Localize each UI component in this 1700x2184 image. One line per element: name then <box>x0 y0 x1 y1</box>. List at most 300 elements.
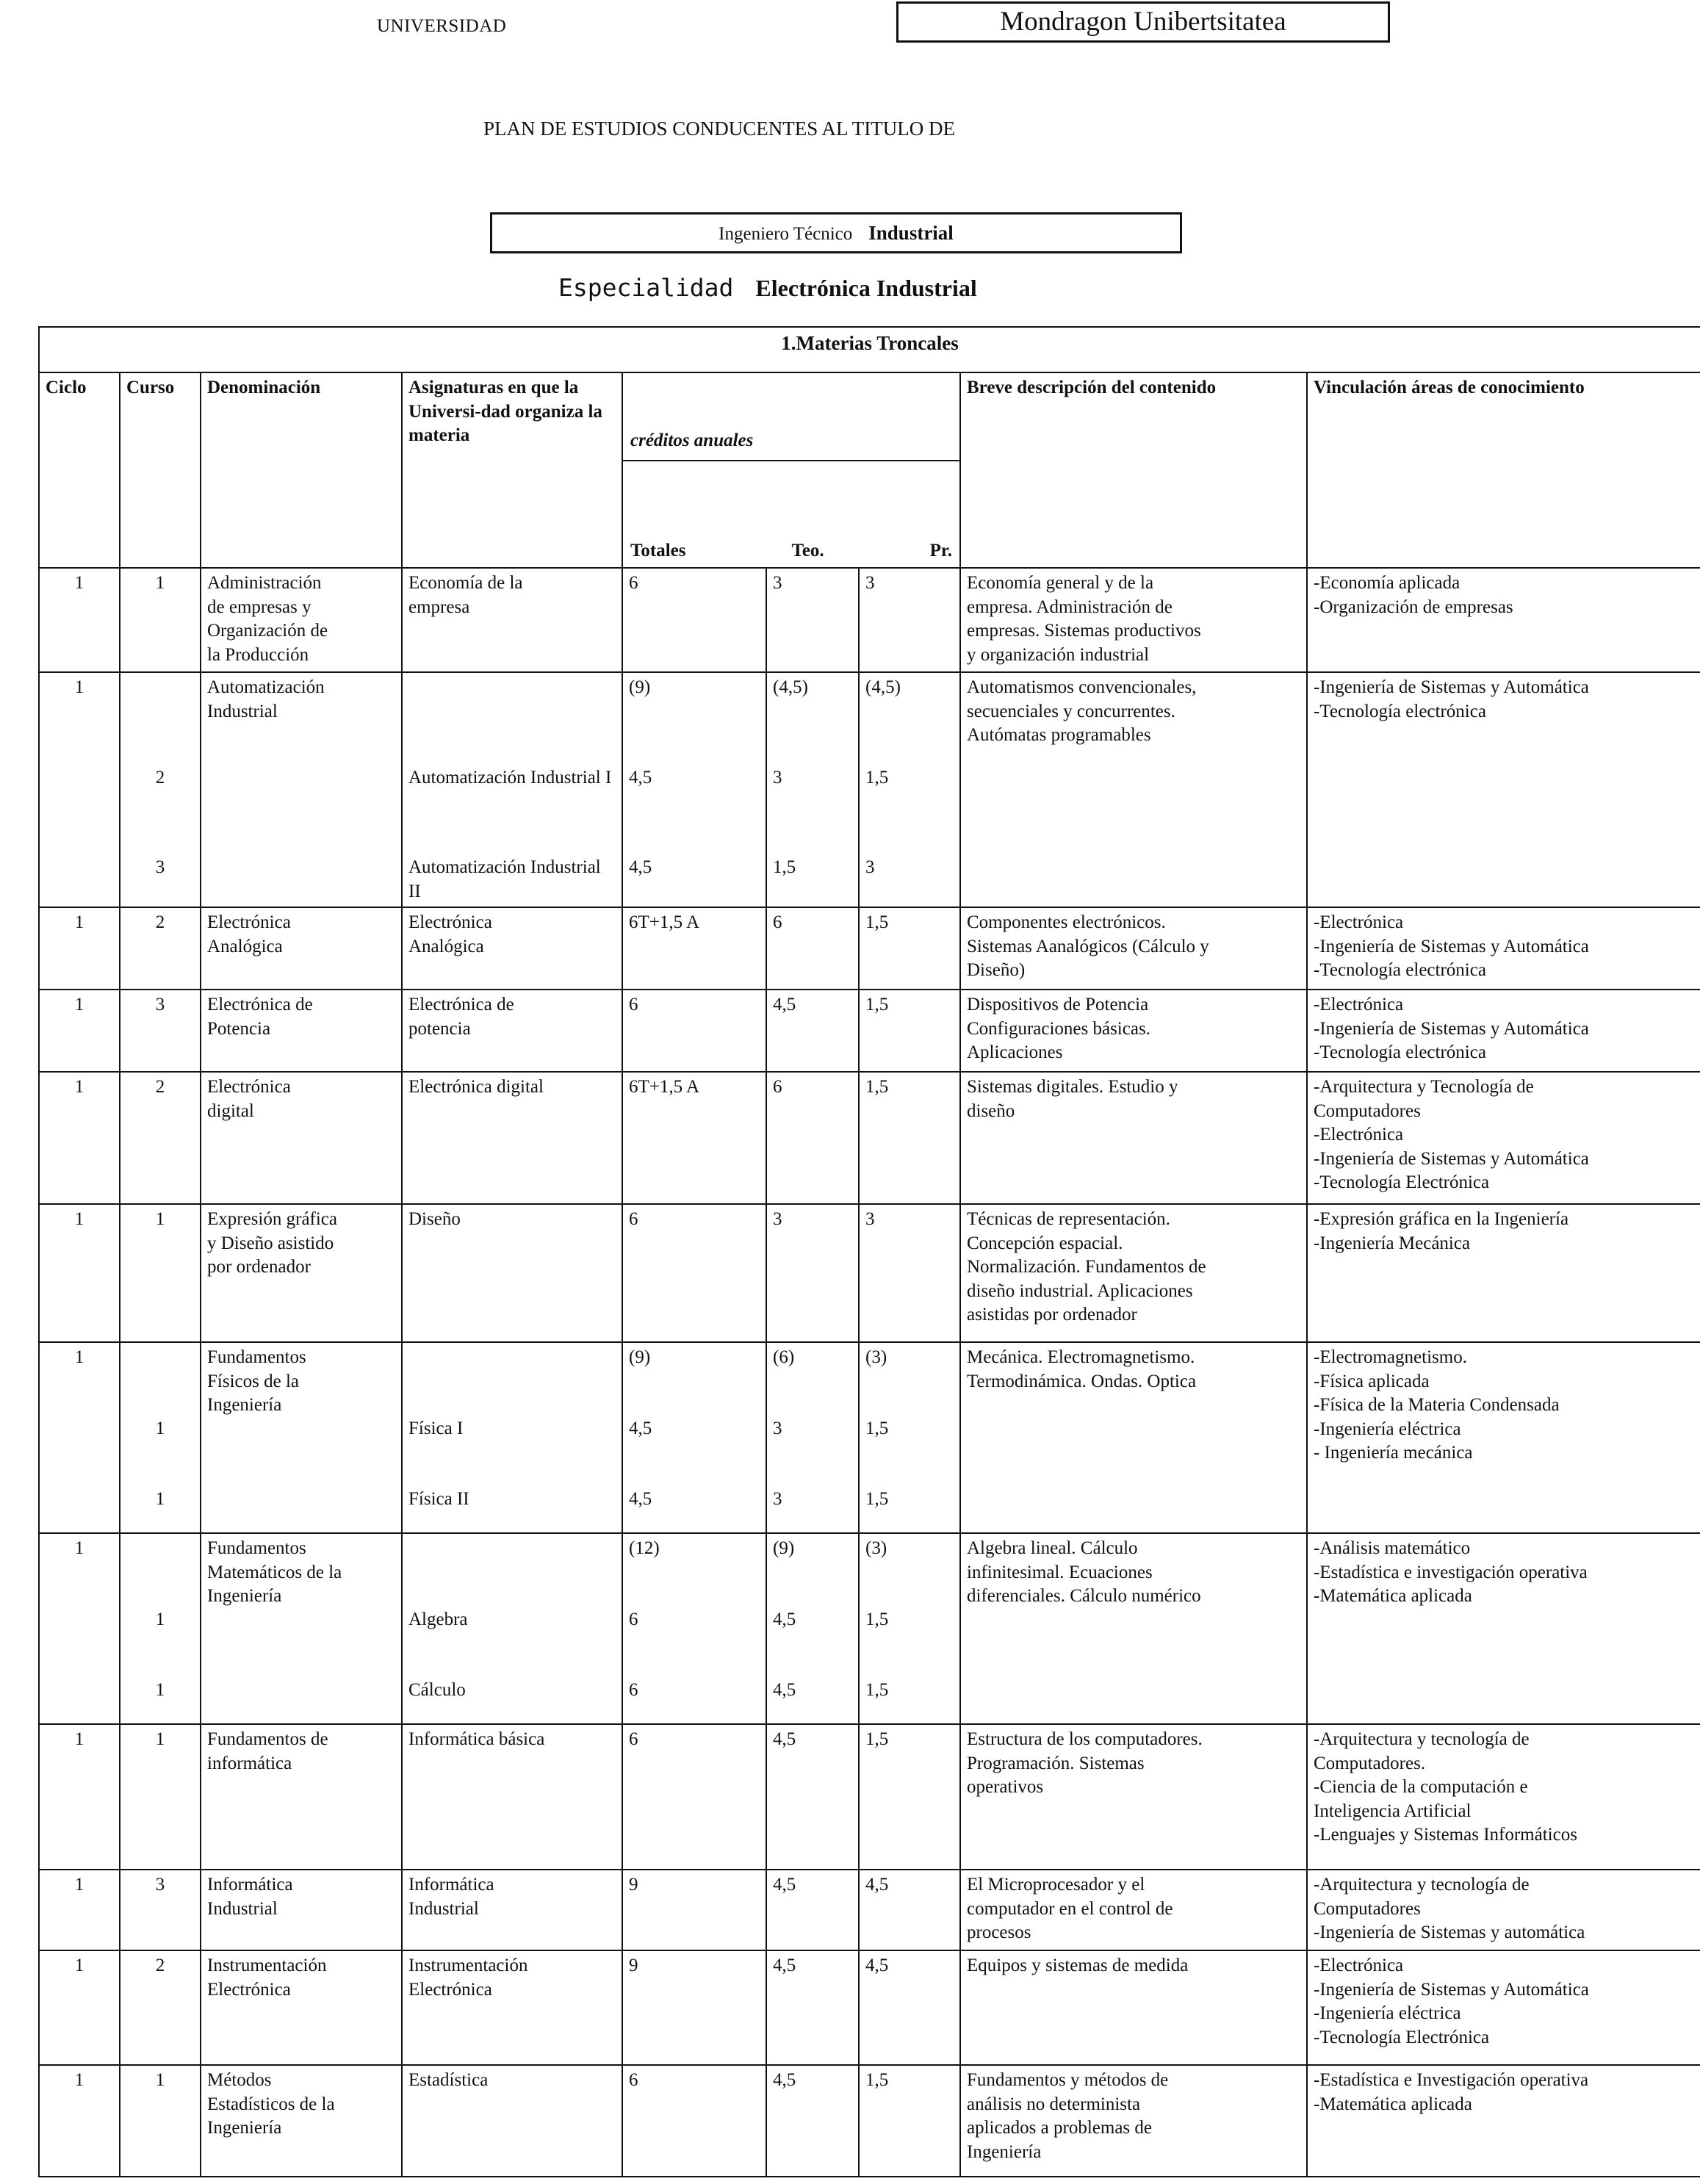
pr-line: 1,5 <box>865 912 889 932</box>
pr-cell <box>859 1870 960 1950</box>
descripcion-line: infinitesimal. Ecuaciones <box>967 1562 1153 1582</box>
vinculacion-line: -Electrónica <box>1314 995 1404 1014</box>
teo-line: (9) <box>773 1538 795 1558</box>
plan-title: PLAN DE ESTUDIOS CONDUCENTES AL TITULO DE <box>483 118 955 140</box>
descripcion-line: Estructura de los computadores. <box>967 1729 1203 1749</box>
ciclo-cell <box>39 1204 120 1342</box>
ciclo-cell <box>39 672 120 907</box>
pr-line: 1,5 <box>865 2070 889 2090</box>
totales-line: (12) <box>629 1538 660 1558</box>
vinculacion-cell <box>1307 1724 1700 1870</box>
vinculacion-line: -Ingeniería de Sistemas y Automática <box>1314 1018 1589 1039</box>
teo-cell <box>766 907 859 990</box>
ciclo-cell <box>39 2065 120 2177</box>
descripcion-line: computador en el control de <box>967 1898 1173 1919</box>
asignaturas-cell <box>402 1724 622 1870</box>
asignaturas-line: empresa <box>408 597 470 617</box>
asignaturas-line: Física I <box>408 1418 464 1438</box>
vinculacion-line: -Arquitectura y tecnología de <box>1314 1729 1530 1749</box>
pr-cell <box>859 1533 960 1724</box>
totales-cell <box>622 1342 766 1533</box>
curso-line <box>126 1537 194 1561</box>
asignaturas-cell <box>402 2065 622 2177</box>
asignaturas-line: Electrónica digital <box>408 1077 544 1097</box>
pr-cell <box>859 1204 960 1342</box>
descripcion-line: Economía general y de la <box>967 573 1154 593</box>
vinculacion-line: -Electrónica <box>1314 1956 1404 1975</box>
totales-cell <box>622 1533 766 1724</box>
totales-line: 4,5 <box>629 767 652 788</box>
descripcion-line: Dispositivos de Potencia <box>967 995 1149 1014</box>
pr-line: 4,5 <box>865 1875 889 1895</box>
asignaturas-line: Informática <box>408 1875 494 1895</box>
asignaturas-line: Instrumentación <box>408 1956 528 1975</box>
table-row <box>39 672 1700 907</box>
denominacion-line: la Producción <box>207 644 309 665</box>
teo-line: 3 <box>773 767 782 788</box>
vinculacion-cell <box>1307 990 1700 1072</box>
pr-line: 1,5 <box>865 1729 889 1749</box>
ciclo-cell <box>39 907 120 990</box>
vinculacion-cell <box>1307 2065 1700 2177</box>
denominacion-line: Fundamentos <box>207 1347 306 1367</box>
pr-line: 1,5 <box>865 767 889 788</box>
totales-line: 6 <box>629 1609 638 1629</box>
table-body <box>39 568 1700 2177</box>
pr-line: 1,5 <box>865 1077 889 1097</box>
totales-line: 6 <box>629 1209 638 1229</box>
totales-line: 6T+1,5 A <box>629 1077 700 1097</box>
denominacion-cell <box>201 672 402 907</box>
teo-cell <box>766 1342 859 1533</box>
curso-line: 1 <box>155 573 165 593</box>
totales-cell <box>622 990 766 1072</box>
vinculacion-line: -Análisis matemático <box>1314 1538 1471 1558</box>
ciclo-line: 1 <box>74 1875 84 1895</box>
denominacion-line: Electrónica <box>207 912 291 932</box>
denominacion-line: Analógica <box>207 936 283 956</box>
ciclo-line: 1 <box>74 995 84 1014</box>
vinculacion-line: -Ingeniería eléctrica <box>1314 1419 1461 1439</box>
descripcion-cell <box>960 2065 1307 2177</box>
teo-cell <box>766 1533 859 1724</box>
header-denominacion: Denominación <box>201 372 402 568</box>
descripcion-cell <box>960 1870 1307 1950</box>
header-curso: Curso <box>120 372 201 568</box>
pr-line: 1,5 <box>865 1418 889 1438</box>
curso-cell <box>120 1072 201 1204</box>
vinculacion-line: -Ciencia de la computación e <box>1314 1777 1528 1797</box>
table-row <box>39 1204 1700 1342</box>
totales-cell <box>622 1870 766 1950</box>
vinculacion-line: Computadores <box>1314 1100 1421 1121</box>
table-row <box>39 1724 1700 1870</box>
curso-cell <box>120 1724 201 1870</box>
descripcion-cell <box>960 1950 1307 2065</box>
descripcion-line: Componentes electrónicos. <box>967 912 1166 932</box>
totales-line: 6 <box>629 1729 638 1749</box>
curso-cell <box>120 2065 201 2177</box>
asignaturas-line: Electrónica <box>408 1979 492 2000</box>
vinculacion-line: -Economía aplicada <box>1314 573 1461 593</box>
vinculacion-line: Computadores <box>1314 1898 1421 1919</box>
descripcion-line: Aplicaciones <box>967 1042 1063 1062</box>
teo-line: 3 <box>773 1418 782 1438</box>
descripcion-line: asistidas por ordenador <box>967 1305 1137 1325</box>
curso-cell <box>120 907 201 990</box>
header-teo: Teo. <box>791 540 824 561</box>
descripcion-cell <box>960 1342 1307 1533</box>
denominacion-cell <box>201 1533 402 1724</box>
table-row <box>39 907 1700 990</box>
vinculacion-line: -Ingeniería de Sistemas y Automática <box>1314 936 1589 956</box>
totales-line: 9 <box>629 1875 638 1895</box>
denominacion-line: Ingeniería <box>207 1395 282 1415</box>
totales-line: 4,5 <box>629 1489 652 1509</box>
section-title: 1.Materias Troncales <box>39 327 1700 372</box>
curso-cell <box>120 672 201 907</box>
ciclo-line: 1 <box>74 1538 84 1558</box>
universidad-name-box: Mondragon Unibertsitatea <box>896 1 1390 43</box>
descripcion-line: Configuraciones básicas. <box>967 1018 1150 1039</box>
denominacion-line: y Diseño asistido <box>207 1233 334 1253</box>
descripcion-line: Ingeniería <box>967 2141 1042 2162</box>
denominacion-line: Fundamentos <box>207 1538 306 1558</box>
vinculacion-line: -Electrónica <box>1314 912 1404 932</box>
curso-cell <box>120 1342 201 1533</box>
vinculacion-line: -Física de la Materia Condensada <box>1314 1395 1560 1415</box>
asignaturas-line: Cálculo <box>408 1680 466 1700</box>
denominacion-line: Organización de <box>207 621 328 641</box>
descripcion-line: secuenciales y concurrentes. <box>967 701 1175 721</box>
teo-line: 4,5 <box>773 1729 796 1749</box>
vinculacion-cell <box>1307 1950 1700 2065</box>
vinculacion-line: -Física aplicada <box>1314 1371 1430 1391</box>
vinculacion-line: -Tecnología electrónica <box>1314 701 1486 721</box>
pr-cell <box>859 1072 960 1204</box>
table-row <box>39 568 1700 672</box>
curso-cell <box>120 568 201 672</box>
denominacion-line: Automatización <box>207 677 325 697</box>
ciclo-line: 1 <box>74 2070 84 2090</box>
teo-line: 1,5 <box>773 857 796 877</box>
titulo-prefix: Ingeniero Técnico <box>718 224 853 244</box>
descripcion-cell <box>960 568 1307 672</box>
ciclo-cell <box>39 1342 120 1533</box>
vinculacion-line: -Organización de empresas <box>1314 597 1513 617</box>
table-row <box>39 1950 1700 2065</box>
asignaturas-line: Automatización Industrial I <box>408 767 612 788</box>
vinculacion-cell <box>1307 1204 1700 1342</box>
table-row <box>39 1533 1700 1724</box>
pr-cell <box>859 1342 960 1533</box>
vinculacion-line: -Estadística e investigación operativa <box>1314 1562 1588 1582</box>
teo-cell <box>766 1870 859 1950</box>
teo-cell <box>766 568 859 672</box>
descripcion-line: operativos <box>967 1777 1044 1797</box>
asignaturas-line: potencia <box>408 1018 471 1039</box>
ciclo-line: 1 <box>74 1729 84 1749</box>
totales-cell <box>622 1950 766 2065</box>
denominacion-line: Industrial <box>207 1898 278 1919</box>
denominacion-line: de empresas y <box>207 597 311 617</box>
descripcion-line: aplicados a problemas de <box>967 2118 1152 2138</box>
titulo-bold: Industrial <box>868 222 954 244</box>
denominacion-line: Industrial <box>207 701 278 721</box>
denominacion-line: Electrónica <box>207 1077 291 1097</box>
teo-line: 4,5 <box>773 1956 796 1975</box>
curso-line <box>126 676 194 700</box>
ciclo-cell <box>39 1533 120 1724</box>
teo-cell <box>766 1950 859 2065</box>
denominacion-line: digital <box>207 1100 254 1121</box>
denominacion-line: Electrónica <box>207 1979 291 2000</box>
teo-cell <box>766 1072 859 1204</box>
totales-cell <box>622 907 766 990</box>
denominacion-cell <box>201 1870 402 1950</box>
asignaturas-cell <box>402 672 622 907</box>
curso-line: 2 <box>155 1077 165 1097</box>
pr-line: 1,5 <box>865 995 889 1014</box>
asignaturas-cell <box>402 568 622 672</box>
pr-line: 1,5 <box>865 1489 889 1509</box>
teo-line: 4,5 <box>773 995 796 1014</box>
asignaturas-line: Informática básica <box>408 1729 545 1749</box>
header-creditos-title: créditos anuales <box>630 430 754 450</box>
curso-cell <box>120 1950 201 2065</box>
curso-cell <box>120 1870 201 1950</box>
asignaturas-cell <box>402 907 622 990</box>
asignaturas-line: Electrónica de <box>408 995 514 1014</box>
table-row <box>39 1072 1700 1204</box>
descripcion-line: procesos <box>967 1922 1031 1942</box>
ciclo-line: 1 <box>74 1956 84 1975</box>
denominacion-cell <box>201 1342 402 1533</box>
asignaturas-cell <box>402 1342 622 1533</box>
denominacion-line: Matemáticos de la <box>207 1562 342 1582</box>
denominacion-line: Administración <box>207 573 322 593</box>
asignaturas-cell <box>402 1533 622 1724</box>
denominacion-cell <box>201 990 402 1072</box>
vinculacion-cell <box>1307 907 1700 990</box>
denominacion-line: Instrumentación <box>207 1956 327 1975</box>
vinculacion-cell <box>1307 1533 1700 1724</box>
totales-cell <box>622 1204 766 1342</box>
descripcion-cell <box>960 1204 1307 1342</box>
asignaturas-cell <box>402 990 622 1072</box>
pr-line: (4,5) <box>865 677 901 697</box>
descripcion-line: Automatismos convencionales, <box>967 677 1197 697</box>
descripcion-line: Técnicas de representación. <box>967 1209 1170 1229</box>
vinculacion-line: -Electrónica <box>1314 1125 1404 1145</box>
denominacion-cell <box>201 2065 402 2177</box>
asignaturas-line <box>408 1537 616 1561</box>
pr-cell <box>859 990 960 1072</box>
curso-line: 1 <box>155 1680 165 1700</box>
denominacion-line: Fundamentos de <box>207 1729 328 1749</box>
totales-cell <box>622 1072 766 1204</box>
curso-line: 1 <box>155 1418 165 1438</box>
curso-cell <box>120 1533 201 1724</box>
vinculacion-line: -Tecnología Electrónica <box>1314 1172 1490 1192</box>
descripcion-line: Mecánica. Electromagnetismo. <box>967 1347 1195 1367</box>
descripcion-line: empresas. Sistemas productivos <box>967 621 1201 641</box>
pr-line: 4,5 <box>865 1956 889 1975</box>
curso-line: 1 <box>155 1609 165 1629</box>
denominacion-cell <box>201 1950 402 2065</box>
asignaturas-cell <box>402 1870 622 1950</box>
descripcion-line: Normalización. Fundamentos de <box>967 1257 1206 1277</box>
table-row <box>39 1342 1700 1533</box>
asignaturas-line <box>408 1346 616 1370</box>
pr-cell <box>859 2065 960 2177</box>
vinculacion-line: -Matemática aplicada <box>1314 2094 1472 2114</box>
descripcion-line: diferenciales. Cálculo numérico <box>967 1586 1201 1606</box>
ciclo-cell <box>39 990 120 1072</box>
totales-line: 4,5 <box>629 1418 652 1438</box>
teo-line: (4,5) <box>773 677 808 697</box>
totales-line: 6T+1,5 A <box>629 912 700 932</box>
pr-line: 3 <box>865 573 875 593</box>
denominacion-line: informática <box>207 1753 292 1773</box>
vinculacion-line: -Lenguajes y Sistemas Informáticos <box>1314 1825 1577 1845</box>
ciclo-line: 1 <box>74 573 84 593</box>
curso-line: 2 <box>155 767 165 788</box>
teo-line: 4,5 <box>773 1875 796 1895</box>
totales-line: (9) <box>629 1347 651 1367</box>
descripcion-line: Algebra lineal. Cálculo <box>967 1538 1138 1558</box>
denominacion-cell <box>201 1072 402 1204</box>
totales-line: 4,5 <box>629 857 652 877</box>
totales-cell <box>622 1724 766 1870</box>
asignaturas-cell <box>402 1072 622 1204</box>
vinculacion-line: Inteligencia Artificial <box>1314 1801 1472 1821</box>
teo-line: 4,5 <box>773 1680 796 1700</box>
vinculacion-line: -Estadística e Investigación operativa <box>1314 2070 1589 2090</box>
denominacion-line: Informática <box>207 1875 293 1895</box>
teo-cell <box>766 1724 859 1870</box>
vinculacion-line: -Ingeniería Mecánica <box>1314 1233 1471 1253</box>
descripcion-cell <box>960 672 1307 907</box>
descripcion-line: Diseño) <box>967 960 1026 980</box>
pr-line: (3) <box>865 1347 887 1367</box>
teo-line: 3 <box>773 1209 782 1229</box>
vinculacion-line: -Ingeniería de Sistemas y Automática <box>1314 677 1589 697</box>
pr-cell <box>859 568 960 672</box>
curso-line: 1 <box>155 1209 165 1229</box>
denominacion-line: Métodos <box>207 2070 272 2090</box>
curso-line: 3 <box>155 1875 165 1895</box>
teo-line: 3 <box>773 1489 782 1509</box>
especialidad <box>558 273 977 303</box>
pr-line: (3) <box>865 1538 887 1558</box>
teo-cell <box>766 672 859 907</box>
totales-cell <box>622 672 766 907</box>
asignaturas-line: Física II <box>408 1489 469 1509</box>
asignaturas-cell <box>402 1950 622 2065</box>
vinculacion-cell <box>1307 1342 1700 1533</box>
table-row <box>39 1870 1700 1950</box>
totales-line: (9) <box>629 677 651 697</box>
descripcion-line: empresa. Administración de <box>967 597 1173 617</box>
denominacion-cell <box>201 1204 402 1342</box>
vinculacion-line: -Expresión gráfica en la Ingeniería <box>1314 1209 1569 1229</box>
descripcion-cell <box>960 907 1307 990</box>
pr-cell <box>859 1724 960 1870</box>
teo-line: 4,5 <box>773 2070 796 2090</box>
header-creditos <box>622 372 960 568</box>
vinculacion-cell <box>1307 568 1700 672</box>
titulo-box <box>490 212 1182 253</box>
asignaturas-line: Industrial <box>408 1898 479 1919</box>
curso-line: 2 <box>155 1956 165 1975</box>
ciclo-line: 1 <box>74 677 84 697</box>
denominacion-line: Ingeniería <box>207 2118 282 2138</box>
descripcion-cell <box>960 1533 1307 1724</box>
vinculacion-cell <box>1307 672 1700 907</box>
teo-line: 6 <box>773 912 782 932</box>
asignaturas-line: Algebra <box>408 1609 468 1629</box>
asignaturas-line: Estadística <box>408 2070 489 2090</box>
descripcion-cell <box>960 1072 1307 1204</box>
header-totales: Totales <box>630 540 686 561</box>
curso-line: 2 <box>155 912 165 932</box>
ciclo-cell <box>39 1950 120 2065</box>
curso-line: 1 <box>155 1489 165 1509</box>
curso-line: 1 <box>155 2070 165 2090</box>
vinculacion-line: -Matemática aplicada <box>1314 1586 1472 1606</box>
pr-cell <box>859 1950 960 2065</box>
vinculacion-line: -Tecnología electrónica <box>1314 960 1486 980</box>
ciclo-line: 1 <box>74 1077 84 1097</box>
vinculacion-line: -Arquitectura y tecnología de <box>1314 1875 1530 1895</box>
vinculacion-line: -Tecnología Electrónica <box>1314 2027 1490 2047</box>
header-vinculacion: Vinculación áreas de conocimiento <box>1307 372 1700 568</box>
descripcion-line: Sistemas digitales. Estudio y <box>967 1077 1178 1097</box>
teo-line: (6) <box>773 1347 795 1367</box>
descripcion-line: Fundamentos y métodos de <box>967 2070 1169 2090</box>
vinculacion-cell <box>1307 1870 1700 1950</box>
pr-line: 1,5 <box>865 1609 889 1629</box>
asignaturas-line: Analógica <box>408 936 484 956</box>
vinculacion-line: -Ingeniería de Sistemas y Automática <box>1314 1148 1589 1169</box>
descripcion-line: Termodinámica. Ondas. Optica <box>967 1371 1197 1391</box>
teo-line: 4,5 <box>773 1609 796 1629</box>
asignaturas-line: Diseño <box>408 1209 461 1229</box>
teo-line: 3 <box>773 573 782 593</box>
ciclo-cell <box>39 1724 120 1870</box>
vinculacion-line: -Arquitectura y Tecnología de <box>1314 1077 1534 1097</box>
totales-cell <box>622 2065 766 2177</box>
descripcion-cell <box>960 990 1307 1072</box>
descripcion-line: Autómatas programables <box>967 725 1151 745</box>
denominacion-line: Físicos de la <box>207 1371 299 1391</box>
denominacion-line: Electrónica de <box>207 995 313 1014</box>
totales-line: 6 <box>629 1680 638 1700</box>
descripcion-line: y organización industrial <box>967 644 1150 665</box>
denominacion-cell <box>201 1724 402 1870</box>
ciclo-line: 1 <box>74 1347 84 1367</box>
descripcion-line: diseño <box>967 1100 1015 1121</box>
denominacion-cell <box>201 568 402 672</box>
asignaturas-cell <box>402 1204 622 1342</box>
pr-cell <box>859 907 960 990</box>
descripcion-line: Equipos y sistemas de medida <box>967 1956 1189 1975</box>
ciclo-cell <box>39 568 120 672</box>
descripcion-line: Programación. Sistemas <box>967 1753 1145 1773</box>
curso-cell <box>120 990 201 1072</box>
curso-line: 3 <box>155 995 165 1014</box>
